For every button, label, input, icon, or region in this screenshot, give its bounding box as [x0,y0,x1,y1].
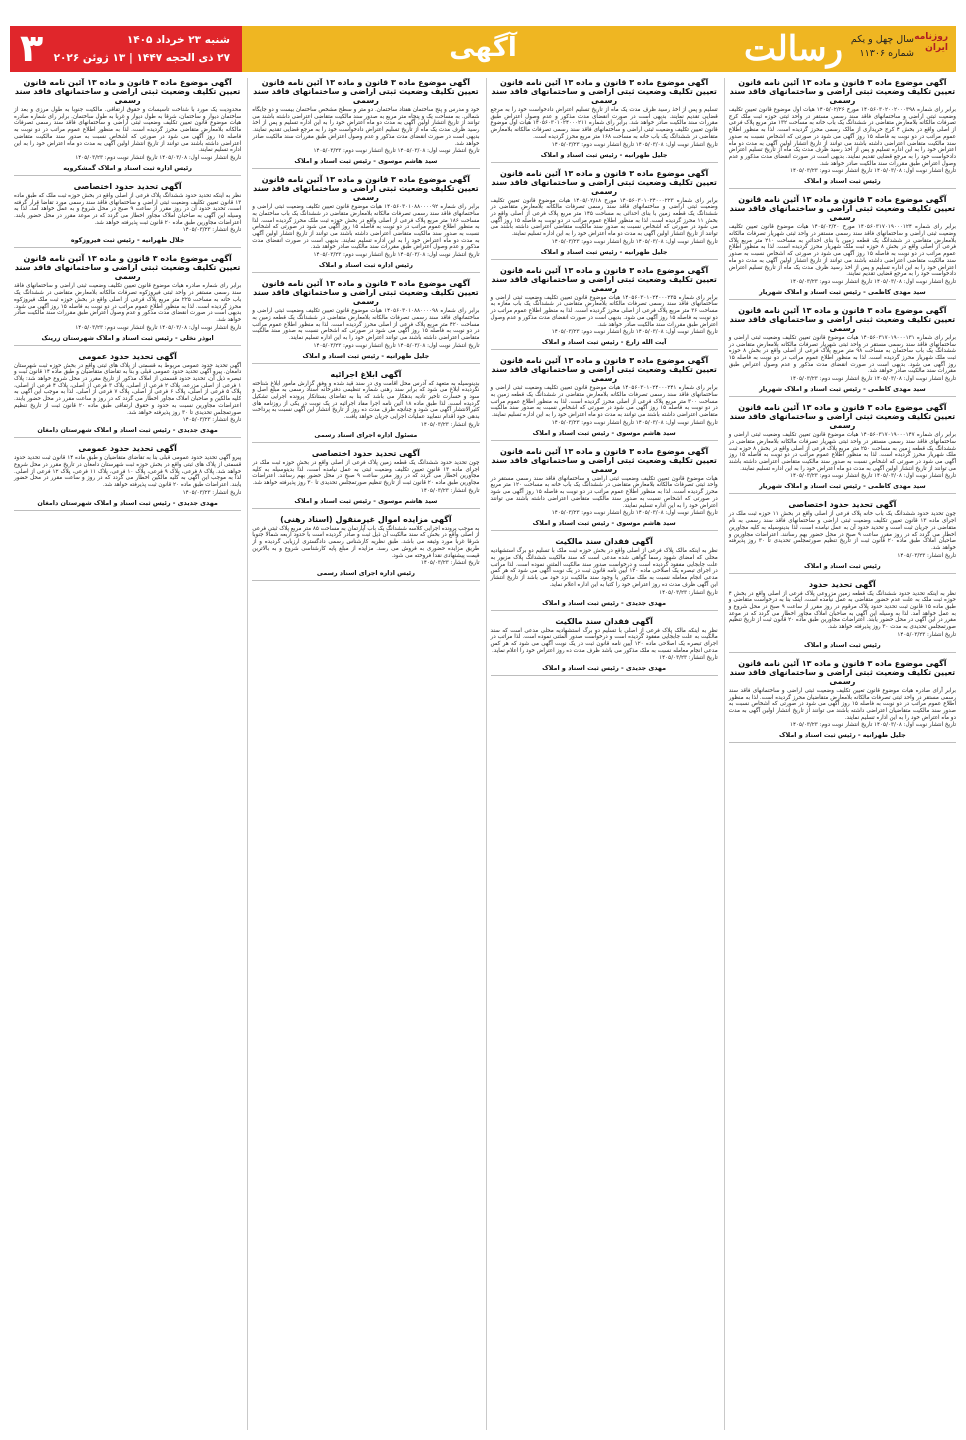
logo-line-1: روزنامه [914,32,948,42]
notice-date: تاریخ انتشار نوبت اول: ۱۴۰۵/۰۳/۰۸ تاریخ انتشار نوبت دوم: ۱۴۰۵/۰۳/۲۳ [789,168,956,175]
notice-sign: جلیل طهرانیه - رئیس ثبت اسناد و املاک [491,248,718,260]
notice-sign: رئیس اداره اجرای اسناد رسمی [252,569,479,581]
notice-date: تاریخ انتشار نوبت اول: ۱۴۰۵/۰۳/۰۸ تاریخ انتشار نوبت دوم: ۱۴۰۵/۰۳/۲۳ [551,510,718,517]
notice-date: تاریخ انتشار نوبت اول: ۱۴۰۵/۰۳/۰۸ تاریخ انتشار نوبت دوم: ۱۴۰۵/۰۳/۲۳ [789,376,956,383]
notice-body: نظر به اینکه تحدید حدود ششدانگ پلاک فرعی از اصلی واقع در بخش حوزه ثبت ملک که طبق ماده ۱۳ قانون تعیین تکلیف وضعیت ثبتی اراضی و ساختمانهای فاقد سند رسمی مورد تقاضا قرار گرفته است، تحدید حدود آن در روز مقرر از ساعت ۹ صبح در محل شروع و به عمل خواهد آمد. لذا به وسیله این آگهی به صاحبان املاک مجاور اخطار می گردد که در موعد مقرر در محل حضور یابند. اعتراضات مجاورین طبق ماده ۲۰ قانون ثبت پذیرفته خواهد شد. [14,192,242,226]
notice-date: تاریخ انتشار نوبت اول: ۱۴۰۵/۰۳/۰۸ تاریخ انتشار نوبت دوم: ۱۴۰۵/۰۳/۲۳ [789,722,956,729]
notice-title: آگهی موضوع ماده ۳ قانون و ماده ۱۳ آئین نامه قانون تعیین تکلیف وضعیت ثبتی اراضی و ساختمانهای فاقد سند رسمی [14,254,241,282]
notice-title: آگهی مزایده اموال غیرمنقول (اسناد رهنی) [280,514,452,524]
date-solar: شنبه ۲۳ خرداد ۱۴۰۵ [126,34,230,46]
notice-sign: سید مهدی کاظمی - رئیس ثبت اسناد و املاک شهریار [729,288,956,300]
notice [729,403,956,494]
notice-date: تاریخ انتشار: ۱۴۰۵/۰۳/۲۳ [659,655,718,662]
date-lunar-gregorian: ۲۷ ذی الحجه ۱۴۴۷ | ۱۳ ژوئن ۲۰۲۶ [53,52,230,64]
notice [729,306,956,397]
notice-title: آگهی موضوع ماده ۳ قانون و ماده ۱۳ آئین نامه قانون تعیین تکلیف وضعیت ثبتی اراضی و ساختمانهای فاقد سند رسمی [491,446,717,474]
notice-date: تاریخ انتشار: ۱۴۰۵/۰۳/۲۳ [182,489,242,496]
notice-date: تاریخ انتشار: ۱۴۰۵/۰۳/۲۳ [420,421,480,428]
notice-sign: جلیل طهرانیه - رئیس ثبت اسناد و املاک [491,151,718,163]
notice-sign: سید مهدی کاظمی - رئیس ثبت اسناد و املاک شهریار [729,385,956,397]
notice-body: برابر رای شماره ۱۴۰۵۶۰۳۰۱۰۸۸۰۰۰۰۹۲ هیات موضوع قانون تعیین تکلیف وضعیت ثبتی اراضی و ساختمانهای فاقد سند رسمی تصرفات مالکانه بلامعارض متقاضی در ششدانگ یک باب ساختمان به مساحت ۱۸۶ متر مربع پلاک فرعی از اصلی واقع در بخش حوزه ثبت ملک محرز گردیده است. لذا به منظور اطلاع عموم مراتب در دو نوبت به فاصله ۱۵ روز آگهی می شود در صورتی که اشخاص نسبت به صدور سند مالکیت متقاضی اعتراضی داشته باشند می توانند از تاریخ انتشار اولین آگهی به مدت دو ماه اعتراض خود را به این اداره تسلیم نمایند. بدیهی است در صورت انقضای مدت مذکور و عدم وصول اعتراض طبق مقررات سند مالکیت صادر خواهد شد. [252,204,480,251]
notice-body: خود و مدرس و پنج ساختمان هفتاد ساختمان. دو متر و سطح مشخص ساختمان بیست و دو جایگاه شمالی. به مساحت یک و پنجاه متر مربع به صدور سند مالکیت متقاضی اعتراضی داشته باشند می توانند از تاریخ انتشار اولین آگهی به مدت دو ماه اعتراض خود را به این اداره تسلیم و پس از اخذ رسید ظرف مدت یک ماه از تاریخ تسلیم اعتراض دادخواست خود را به مرجع قضایی تقدیم نمایند. بدیهی است در صورت انقضای مدت مذکور و عدم وصول اعتراض طبق مقررات سند مالکیت صادر خواهد شد. [252,107,480,147]
section-banner [242,26,724,72]
notice-body: برابر رای شماره ۱۴۰۵۶۰۳۱۷۰۱۹۰۰۰۱۳۱ هیات موضوع قانون تعیین تکلیف وضعیت ثبتی اراضی و ساختمانهای فاقد سند رسمی مستقر در واحد ثبتی شهریار تصرفات مالکانه بلامعارض متقاضی در ششدانگ یک باب ساختمان به مساحت ۹۸ متر مربع پلاک فرعی از اصلی واقع در بخش ۸ حوزه ثبت ملک شهریار محرز گردیده است. لذا به منظور اطلاع عموم مراتب در دو نوبت به فاصله ۱۵ روز آگهی می شود. بدیهی است در صورت انقضای مدت مذکور و عدم وصول اعتراض طبق مقررات سند مالکیت صادر خواهد شد. [728,334,956,375]
notice-sign: جلیل طهرانیه - رئیس ثبت اسناد و املاک [729,731,956,743]
notice [252,515,479,582]
notice-sign: مهدی جدیدی - رئیس ثبت اسناد و املاک [491,599,718,611]
notice [14,254,241,345]
notice-date: تاریخ انتشار: ۱۴۰۵/۰۳/۲۳ [420,487,480,494]
notice [14,182,241,249]
notice-date: تاریخ انتشار نوبت اول: ۱۴۰۵/۰۳/۰۸ تاریخ انتشار نوبت دوم: ۱۴۰۵/۰۳/۲۳ [551,419,718,426]
notice-title: آگهی تحدید حدود عمومی [78,351,177,361]
notice-title: آگهی موضوع ماده ۳ قانون و ماده ۱۳ آئین نامه قانون تعیین تکلیف وضعیت ثبتی اراضی و ساختمانهای فاقد سند رسمی [14,78,241,105]
notice-body: برابر رای شماره ۱۴۰۵۶۰۳۰۲۰۰۲۰۰۰۳۹۸ مورخ ۱۴۰۵/۰۲/۲۶ هیات اول موضوع قانون تعیین تکلیف وضعیت ثبتی اراضی و ساختمانهای فاقد سند رسمی مستقر در واحد ثبتی حوزه ثبت ملک کرج تصرفات مالکانه بلامعارض متقاضی در ششدانگ یک باب خانه به مساحت ۱۳۲ متر مربع پلاک فرعی از اصلی واقع در بخش ۴ کرج خریداری از مالک رسمی محرز گردیده است. لذا به منظور اطلاع عموم مراتب در دو نوبت به فاصله ۱۵ روز آگهی می شود در صورتی که اشخاص نسبت به صدور سند مالکیت متقاضی اعتراضی داشته باشند می توانند از تاریخ انتشار اولین آگهی به مدت دو ماه اعتراض خود را به این اداره تسلیم و پس از اخذ رسید ظرف مدت یک ماه از تاریخ تسلیم اعتراض دادخواست خود را به مرجع قضایی تقدیم نمایند. بدیهی است در صورت انقضای مدت مذکور و عدم وصول اعتراض طبق مقررات سند مالکیت صادر خواهد شد. [728,107,956,167]
column-3 [247,78,479,1430]
notice-title: آگهی موضوع ماده ۳ قانون و ماده ۱۳ آئین نامه قانون تعیین تکلیف وضعیت ثبتی اراضی و ساختمانهای فاقد سند رسمی [729,78,956,105]
notice [491,356,718,441]
notice [491,266,718,351]
notice [14,444,241,511]
column-4 [10,78,241,1430]
notice-sign: مهدی جدیدی - رئیس ثبت اسناد و املاک شهرستان دامغان [14,426,241,438]
notice-body: برابر رای شماره ۱۴۰۵۶۰۳۰۱۰۲۴۰۰۰۲۴۱ هیات موضوع قانون تعیین تکلیف وضعیت ثبتی اراضی و ساختمانهای فاقد سند رسمی تصرفات مالکانه بلامعارض متقاضی در ششدانگ یک قطعه زمین به مساحت ۳۰۰ متر مربع پلاک فرعی از اصلی محرز گردیده است. لذا به منظور اطلاع عموم مراتب در دو نوبت به فاصله ۱۵ روز آگهی می شود در صورتی که اشخاص نسبت به صدور سند مالکیت متقاضی اعتراضی داشته باشند می توانند به مدت دو ماه اعتراض خود را به این اداره تسلیم نمایند. [490,385,718,419]
section-title: آگهی [449,33,517,63]
column-1 [724,78,956,1430]
notice [729,580,956,653]
notice [491,78,718,163]
notice-sign: رئیس ثبت اسناد و املاک [729,177,956,189]
notice-body: بدینوسیله به متعهد که آدرس محل اقامت وی در سند قید شده و وفق گزارش مامور ابلاغ شناخته نگردیده ابلاغ می شود که برابر سند رهنی شماره تنظیمی دفترخانه اسناد رسمی به مبلغ اصل و سود و خسارت تاخیر تادیه بدهکار می باشد که بنا به تقاضای بستانکار پرونده اجرایی تشکیل گردیده است. لذا طبق ماده ۱۸ آئین نامه اجرا مفاد اجرائیه در یک نوبت در یکی از روزنامه های کثیرالانتشار آگهی می شود و چنانچه ظرف مدت ده روز از تاریخ انتشار این آگهی نسبت به پرداخت بدهی خود اقدام ننمایید عملیات اجرایی جریان خواهد یافت. [252,380,480,421]
notice-title: آگهی موضوع ماده ۳ قانون و ماده ۱۳ آئین نامه قانون تعیین تکلیف وضعیت ثبتی اراضی و ساختمانهای فاقد سند رسمی [253,78,479,105]
notice-title: آگهی ابلاغ اجرائیه [330,369,402,379]
notice-sign: سید هاشم موسوی - رئیس ثبت اسناد و املاک [491,519,718,531]
page-header [10,26,956,72]
notice-sign: سید هاشم موسوی - رئیس ثبت اسناد و املاک [252,497,479,509]
logo-line-2: ایران [925,43,948,53]
notice-sign: مسئول اداره اجرای اسناد رسمی [252,431,479,443]
notice-date: تاریخ انتشار نوبت اول: ۱۴۰۵/۰۳/۰۸ تاریخ انتشار نوبت دوم: ۱۴۰۵/۰۳/۲۳ [551,141,718,148]
notice-body: پیرو آگهی تحدید حدود عمومی قبلی بنا به تقاضای متقاضیان و طبق ماده ۱۴ قانون ثبت تحدید حدود قسمتی از پلاک های ثبتی واقع در بخش حوزه ثبت شهرستان دامغان در تاریخ مقرر در محل شروع خواهد شد. پلاک ۸ فرعی، پلاک ۹ فرعی، پلاک ۱۰ فرعی، پلاک ۱۱ فرعی، پلاک ۱۲ فرعی از اصلی. لذا به موجب این آگهی به کلیه مالکین اخطار می گردد که در روز و ساعت مقرر در محل حضور یابند. اعتراضات طبق ماده ۲۰ قانون ثبت پذیرفته خواهد شد. [14,455,242,489]
notice-date: تاریخ انتشار نوبت اول: ۱۴۰۵/۰۳/۰۸ تاریخ انتشار نوبت دوم: ۱۴۰۵/۰۳/۲۳ [789,473,956,480]
masthead-block [724,26,956,72]
notice-date: تاریخ انتشار نوبت اول: ۱۴۰۵/۰۳/۰۸ تاریخ انتشار نوبت دوم: ۱۴۰۵/۰۳/۲۳ [313,148,480,155]
notice [491,447,718,532]
notice-body: برابر رای شماره ۱۴۰۵۶۰۳۱۷۰۱۹۰۰۰۱۲۴ مورخ ۱۴۰۵/۰۲/۲۰ هیات موضوع قانون تعیین تکلیف وضعیت ثبتی اراضی و ساختمانهای فاقد سند رسمی مستقر در واحد ثبتی شهریار تصرفات مالکانه بلامعارض متقاضی در ششدانگ یک قطعه زمین با بنای احداثی به مساحت ۲۱۰ متر مربع پلاک فرعی از اصلی واقع در بخش ۸ حوزه ثبت ملک شهریار محرز گردیده است. لذا به منظور اطلاع عموم مراتب در دو نوبت به فاصله ۱۵ روز آگهی می شود در صورتی که اشخاص نسبت به صدور سند مالکیت متقاضی اعتراضی داشته باشند می توانند از تاریخ انتشار اولین آگهی به مدت دو ماه اعتراض خود را به این اداره تسلیم و پس از اخذ رسید ظرف مدت یک ماه از تاریخ تسلیم اعتراض دادخواست خود را به مرجع قضایی تقدیم نمایند. [728,224,956,278]
notice-date: تاریخ انتشار نوبت اول: ۱۴۰۵/۰۳/۰۸ تاریخ انتشار نوبت دوم: ۱۴۰۵/۰۳/۲۳ [313,252,480,259]
notice-date: تاریخ انتشار: ۱۴۰۵/۰۳/۲۳ [897,631,956,638]
notice [491,169,718,260]
notice-title: آگهی موضوع ماده ۳ قانون و ماده ۱۳ آئین نامه قانون تعیین تکلیف وضعیت ثبتی اراضی و ساختمانهای فاقد سند رسمی [491,265,717,293]
notice [14,78,241,176]
page-number: ۳ [20,26,44,70]
notice-sign: جلال طهرانیه - رئیس ثبت فیروزکوه [14,236,241,248]
edition-year: سال چهل و یکم [850,34,914,45]
notice [14,352,241,439]
notice [252,78,479,169]
notice-body: محدودیت یک مورد با شناخت تاسیسات و حقوق ارتفاقی. مالکیت جنوبا به طول مرزی و بعد از ساختمان دیوار و ساختمان، شرقا به طول دیوار و غربا به طول ساختمان. برابر رای شماره صادره هیات موضوع قانون تعیین تکلیف وضعیت ثبتی اراضی و ساختمانهای فاقد سند رسمی تصرفات مالکانه بلامعارض متقاضی محرز گردیده است. لذا به منظور اطلاع عموم مراتب در دو نوبت به فاصله ۱۵ روز آگهی می شود در صورتی که اشخاص نسبت به صدور سند مالکیت متقاضی اعتراضی داشته باشند می توانند از تاریخ انتشار اولین آگهی به مدت دو ماه اعتراض خود را به این اداره تسلیم نمایند. [14,107,242,154]
notice-title: آگهی موضوع ماده ۳ قانون و ماده ۱۳ آئین نامه قانون تعیین تکلیف وضعیت ثبتی اراضی و ساختمانهای فاقد سند رسمی [729,305,956,333]
masthead-logo: رسالت [744,29,844,69]
notice-sign: آیت الله زارع - رئیس ثبت اسناد و املاک [491,338,718,350]
notice-date: تاریخ انتشار: ۱۴۰۵/۰۳/۲۳ [659,589,718,596]
notice [491,537,718,610]
notice-title: آگهی تحدید حدود اختصاصی [311,448,420,458]
notice [252,449,479,509]
notice-date: تاریخ انتشار نوبت اول: ۱۴۰۵/۰۳/۰۸ تاریخ انتشار نوبت دوم: ۱۴۰۵/۰۳/۲۳ [551,238,718,245]
notice-title: آگهی موضوع ماده ۳ قانون و ماده ۱۳ آئین نامه قانون تعیین تکلیف وضعیت ثبتی اراضی و ساختمانهای فاقد سند رسمی [491,78,717,105]
notice-title: آگهی تحدید حدود عمومی [78,444,177,454]
notice-body: نظر به اینکه مالک پلاک فرعی از اصلی واقع در بخش حوزه ثبت ملک با تسلیم دو برگ استشهادیه محلی که امضای شهود رسما گواهی شده مدعی است که سند مالکیت ششدانگ پلاک مزبور به علت جابجایی مفقود گردیده است و درخواست صدور سند مالکیت المثنی نموده است. لذا مراتب در اجرای تبصره یک اصلاحی ماده ۱۲۰ آیین نامه قانون ثبت در یک نوبت آگهی می شود که هر کس مدعی انجام معامله نسبت به ملک مذکور یا وجود سند مالکیت نزد خود می باشد از تاریخ انتشار این آگهی ظرف مدت ده روز اعتراض خود را کتبا به این اداره اعلام نماید. [490,548,718,588]
notice-body: چون تحدید حدود ششدانگ یک باب خانه پلاک فرعی از اصلی واقع در بخش ۱۱ حوزه ثبت ملک در اجرای ماده ۱۳ قانون تعیین تکلیف وضعیت ثبتی اراضی و ساختمانهای فاقد سند رسمی به نام متقاضی در جریان ثبت است و تحدید حدود آن به عمل نیامده است، لذا بدینوسیله به کلیه مجاورین اخطار می گردد که در روز مقرر ساعت ۹ صبح در محل حضور بهم رسانند. اعتراضات مجاورین و صاحبان املاک طبق ماده ۲۰ قانون ثبت از تاریخ تنظیم صورتمجلس تحدیدی تا ۳۰ روز پذیرفته خواهد شد. [728,511,956,551]
notice-date: تاریخ انتشار: ۱۴۰۵/۰۳/۲۳ [897,552,956,559]
notice-date: تاریخ انتشار نوبت اول: ۱۴۰۵/۰۳/۰۸ تاریخ انتشار نوبت دوم: ۱۴۰۵/۰۳/۲۳ [789,278,956,285]
notice [729,195,956,300]
notice-title: آگهی فقدان سند مالکیت [555,616,653,626]
notice-title: آگهی موضوع ماده ۳ قانون و ماده ۱۳ آئین نامه قانون تعیین تکلیف وضعیت ثبتی اراضی و ساختمانهای فاقد سند رسمی [253,279,479,307]
notice-title: آگهی موضوع ماده ۳ قانون و ماده ۱۳ آئین نامه قانون تعیین تکلیف وضعیت ثبتی اراضی و ساختمانهای فاقد سند رسمی [729,403,956,431]
notice-sign: مهدی جدیدی - رئیس ثبت اسناد و املاک شهرستان دامغان [14,499,241,511]
notice-body: برابر رای شماره ۱۴۰۵۶۰۳۰۱۰۲۴۰۰۰۲۲۳ مورخ ۱۴۰۵/۰۲/۱۸ هیات موضوع قانون تعیین تکلیف وضعیت ثبتی اراضی و ساختمانهای فاقد سند رسمی تصرفات مالکانه بلامعارض متقاضی در ششدانگ یک قطعه زمین با بنای احداثی به مساحت ۱۴۵ متر مربع پلاک فرعی از اصلی واقع در بخش ۱۱ محرز گردیده است. لذا به منظور اطلاع عموم مراتب در دو نوبت به فاصله ۱۵ روز آگهی می شود در صورتی که اشخاص نسبت به صدور سند مالکیت متقاضی اعتراضی داشته باشند می توانند از تاریخ انتشار اولین آگهی به مدت دو ماه اعتراض خود را به این اداره تسلیم نمایند. [490,197,718,238]
notice-body: چون تحدید حدود ششدانگ یک قطعه زمین پلاک فرعی از اصلی واقع در بخش حوزه ثبت ملک در اجرای ماده ۱۳ قانون تعیین تکلیف وضعیت ثبتی به عمل نیامده است، لذا بدینوسیله به کلیه مجاورین اخطار می گردد که در روز مقرر ساعت ۹ صبح در محل حضور بهم رسانند. اعتراضات مجاورین طبق ماده ۲۰ قانون ثبت از تاریخ تنظیم صورتمجلس تحدیدی تا ۳۰ روز پذیرفته خواهد شد. [252,459,480,486]
notice-sign: رئیس ثبت اسناد و املاک [729,641,956,653]
notice-date: تاریخ انتشار نوبت اول: ۱۴۰۵/۰۳/۰۸ تاریخ انتشار نوبت دوم: ۱۴۰۵/۰۳/۲۳ [75,154,242,161]
notice-date: تاریخ انتشار نوبت اول: ۱۴۰۵/۰۳/۰۸ تاریخ انتشار نوبت دوم: ۱۴۰۵/۰۳/۲۳ [313,342,480,349]
notice-sign: جلیل طهرانیه - رئیس ثبت اسناد و املاک [252,352,479,364]
notice-sign: رئیس اداره ثبت اسناد و املاک [252,261,479,273]
notice-date: تاریخ انتشار: ۱۴۰۵/۰۳/۲۳ [420,560,480,567]
notice-title: آگهی موضوع ماده ۳ قانون و ماده ۱۳ آئین نامه قانون تعیین تکلیف وضعیت ثبتی اراضی و ساختمانهای فاقد سند رسمی [729,658,956,686]
notice [729,659,956,744]
notice [729,78,956,189]
notice [252,370,479,443]
notice-body: نظر به اینکه تحدید حدود ششدانگ یک قطعه زمین مزروعی پلاک فرعی از اصلی واقع در بخش ۴ حوزه ثبت ملک به علت عدم حضور متقاضی به عمل نیامده است، اینک بنا به درخواست متقاضی و طبق ماده ۱۵ قانون ثبت تحدید حدود پلاک مرقوم در روز مقرر از ساعت ۹ صبح در محل شروع و به عمل خواهد آمد. لذا به وسیله این آگهی به صاحبان املاک مجاور اخطار می گردد که در موعد مقرر در این آگهی در محل حضور یابند. اعتراضات مجاورین طبق ماده ۲۰ قانون ثبت از تاریخ تنظیم صورتمجلس تحدیدی به مدت ۳۰ روز پذیرفته خواهد شد. [728,590,956,631]
page-number-block [10,26,242,72]
notice-title: آگهی موضوع ماده ۳ قانون و ماده ۱۳ آئین نامه قانون تعیین تکلیف وضعیت ثبتی اراضی و ساختمانهای فاقد سند رسمی [253,175,479,203]
notice-body: برابر رای شماره ۱۴۰۵۶۰۳۰۱۰۲۴۰۰۰۲۳۵ هیات موضوع قانون تعیین تکلیف وضعیت ثبتی اراضی و ساختمانهای فاقد سند رسمی تصرفات مالکانه بلامعارض متقاضی در ششدانگ یک باب مغازه به مساحت ۳۶ متر مربع پلاک فرعی از اصلی محرز گردیده است. لذا به منظور اطلاع عموم مراتب در دو نوبت به فاصله ۱۵ روز آگهی می شود. بدیهی است در صورت انقضای مدت مذکور و عدم وصول اعتراض طبق مقررات سند مالکیت صادر خواهد شد. [490,294,718,328]
notice-sign: سید هاشم موسوی - رئیس ثبت اسناد و املاک [491,429,718,441]
notice [252,175,479,273]
notice-title: آگهی تحدید حدود [808,579,876,589]
notice-date: تاریخ انتشار نوبت اول: ۱۴۰۵/۰۳/۰۸ تاریخ انتشار نوبت دوم: ۱۴۰۵/۰۳/۲۳ [551,329,718,336]
notice-date: تاریخ انتشار: ۱۴۰۵/۰۳/۲۳ [182,417,242,424]
notice-body: نظر به اینکه مالک پلاک فرعی از اصلی با تسلیم دو برگ استشهادیه محلی مدعی است که سند مالکیت به علت جابجایی مفقود گردیده است و درخواست صدور المثنی نموده است. لذا مراتب در اجرای تبصره یک اصلاحی ماده ۱۲۰ آیین نامه قانون ثبت در یک نوبت آگهی می شود که هر کس مدعی انجام معامله نسبت به ملک مذکور می باشد ظرف مدت ده روز اعتراض خود را اعلام نماید. [490,627,718,654]
notice-sign: ابوذر نخلی - رئیس ثبت اسناد و املاک شهرستان زرینک [14,334,241,346]
notice-body: تسلیم و پس از اخذ رسید ظرف مدت یک ماه از تاریخ تسلیم اعتراض دادخواست خود را به مرجع قضایی تقدیم نمایند. بدیهی است در صورت انقضای مدت مذکور و عدم وصول اعتراض طبق مقررات سند مالکیت صادر خواهد شد. برابر رای شماره ۱۴۰۵۶۰۳۰۱۰۲۴۰۰۰۲۱۱ هیات اول موضوع قانون تعیین تکلیف وضعیت ثبتی اراضی و ساختمانهای فاقد سند رسمی تصرفات مالکانه بلامعارض متقاضی در ششدانگ یک باب خانه به مساحت ۱۶۸ متر مربع محرز گردیده است. [490,107,718,140]
notice-body: برابر رای شماره صادره هیات موضوع قانون تعیین تکلیف وضعیت ثبتی اراضی و ساختمانهای فاقد سند رسمی مستقر در واحد ثبتی فیروزکوه تصرفات مالکانه بلامعارض متقاضی در ششدانگ یک باب خانه به مساحت ۲۲۵ متر مربع پلاک فرعی از اصلی واقع در بخش حوزه ثبت ملک فیروزکوه محرز گردیده است. لذا به منظور اطلاع عموم مراتب در دو نوبت به فاصله ۱۵ روز آگهی می شود. بدیهی است در صورت انقضای مدت مذکور و عدم وصول اعتراض طبق مقررات سند مالکیت صادر خواهد شد. [14,283,242,323]
notice-sign: رئیس اداره ثبت اسناد و املاک گمشکرویه [14,164,241,176]
notice-title: آگهی موضوع ماده ۳ قانون و ماده ۱۳ آئین نامه قانون تعیین تکلیف وضعیت ثبتی اراضی و ساختمانهای فاقد سند رسمی [491,356,717,384]
notice-body: آگهی تحدید حدود عمومی مربوط به قسمتی از پلاک های ثبتی واقع در بخش حوزه ثبت شهرستان دامغان. پیرو آگهی تحدید حدود عمومی قبلی و بنا به تقاضای متقاضیان و طبق ماده ۱۴ قانون ثبت و تبصره ذیل آن، تحدید حدود قسمتی از املاک مذکور از تاریخ مقرر در محل شروع خواهد شد: پلاک ۱ فرعی از اصلی مزرعه، پلاک ۲ فرعی از اصلی، پلاک ۳ فرعی از اصلی، پلاک ۴ فرعی از اصلی، پلاک ۵ فرعی از اصلی، پلاک ۶ فرعی از اصلی، پلاک ۷ فرعی از اصلی. لذا به موجب این آگهی به کلیه مالکین و صاحبان املاک مجاور اخطار می گردد که در روز و ساعت مقرر در محل حضور یابند. اعتراضات مجاورین نسبت به حدود و حقوق ارتفاقی طبق ماده ۲۰ قانون ثبت از تاریخ تنظیم صورتمجلس تحدیدی تا ۳۰ روز پذیرفته خواهد شد. [14,362,242,416]
notice-title: آگهی تحدید حدود اختصاصی [73,181,182,191]
notice [729,500,956,573]
notice-body: برابر رای شماره ۱۴۰۵۶۰۳۱۷۰۱۹۰۰۰۱۴۷ هیات موضوع قانون تعیین تکلیف وضعیت ثبتی اراضی و ساختمانهای فاقد سند رسمی مستقر در واحد ثبتی شهریار تصرفات مالکانه بلامعارض متقاضی در ششدانگ یک قطعه زمین به مساحت ۲۵۰ متر مربع پلاک فرعی از اصلی واقع در بخش ۸ حوزه ثبت ملک شهریار محرز گردیده است. لذا به منظور اطلاع عموم مراتب در دو نوبت به فاصله ۱۵ روز آگهی می شود در صورتی که اشخاص نسبت به صدور سند مالکیت متقاضی اعتراضی داشته باشند می توانند از تاریخ انتشار اولین آگهی به مدت دو ماه اعتراض خود را به این اداره تسلیم نمایند. [728,432,956,472]
notice [252,279,479,364]
edition-info [850,32,948,66]
notice-body: برابر آرای صادره هیات موضوع قانون تعیین تکلیف وضعیت ثبتی اراضی و ساختمانهای فاقد سند رسمی مستقر در واحد ثبتی تصرفات مالکانه بلامعارض متقاضیان محرز گردیده است. لذا به منظور اطلاع عموم مراتب در دو نوبت به فاصله ۱۵ روز آگهی می شود در صورتی که اشخاص نسبت به صدور سند مالکیت متقاضیان اعتراضی داشته باشند می توانند از تاریخ انتشار اولین آگهی به مدت دو ماه اعتراض خود را به این اداره تسلیم نمایند. [728,687,956,721]
notice-sign: سید مهدی کاظمی - رئیس ثبت اسناد و املاک شهریار [729,482,956,494]
notice-title: آگهی تحدید حدود اختصاصی [788,500,897,510]
notices-columns [10,78,956,1430]
notice-body: برابر رای شماره ۱۴۰۵۶۰۳۰۱۰۸۸۰۰۰۰۹۸ هیات موضوع قانون تعیین تکلیف وضعیت ثبتی اراضی و ساختمانهای فاقد سند رسمی تصرفات مالکانه بلامعارض متقاضی در ششدانگ یک قطعه زمین به مساحت ۴۲۰ متر مربع پلاک فرعی از اصلی محرز گردیده است. لذا به منظور اطلاع عموم مراتب در دو نوبت به فاصله ۱۵ روز آگهی می شود در صورتی که اشخاص نسبت به صدور سند مالکیت متقاضی اعتراضی داشته باشند می توانند اعتراض خود را به این اداره تسلیم نمایند. [252,308,480,341]
notice-title: آگهی موضوع ماده ۳ قانون و ماده ۱۳ آئین نامه قانون تعیین تکلیف وضعیت ثبتی اراضی و ساختمانهای فاقد سند رسمی [729,195,956,223]
notice-body: هیات موضوع قانون تعیین تکلیف وضعیت ثبتی اراضی و ساختمانهای فاقد سند رسمی مستقر در واحد ثبتی تصرفات مالکانه بلامعارض متقاضی در ششدانگ یک باب خانه به مساحت ۱۲۰ متر مربع محرز گردیده است. لذا به منظور اطلاع عموم مراتب در دو نوبت به فاصله ۱۵ روز آگهی می شود در صورتی که اشخاص نسبت به صدور سند مالکیت متقاضی اعتراضی داشته باشند می توانند اعتراض خود را به این اداره تسلیم نمایند. [490,475,718,509]
notice-date: تاریخ انتشار نوبت اول: ۱۴۰۵/۰۳/۰۸ تاریخ انتشار نوبت دوم: ۱۴۰۵/۰۳/۲۳ [75,324,242,331]
notice-sign: مهدی جدیدی - رئیس ثبت اسناد و املاک [491,664,718,676]
edition-number: شماره ۱۱۳۰۶ [859,48,914,59]
notice-body: به موجب پرونده اجرایی کلاسه ششدانگ یک باب آپارتمان به مساحت ۸۵ متر مربع پلاک ثبتی فرعی از اصلی واقع در بخش که سند مالکیت آن ذیل ثبت و صادر گردیده است با حدود اربعه شمالا جنوبا شرقا غربا مورد وثیقه می باشد. طبق نظریه کارشناس رسمی دادگستری ارزیابی گردیده و از طریق مزایده حضوری به فروش می رسد. مزایده از مبلغ پایه کارشناسی شروع و به بالاترین قیمت پیشنهادی نقدا فروخته می شود. [252,525,480,559]
notice-date: تاریخ انتشار: ۱۴۰۵/۰۳/۲۳ [182,227,242,234]
notice-title: آگهی موضوع ماده ۳ قانون و ماده ۱۳ آئین نامه قانون تعیین تکلیف وضعیت ثبتی اراضی و ساختمانهای فاقد سند رسمی [491,168,717,196]
column-2 [486,78,718,1430]
notice [491,617,718,677]
notice-sign: رئیس ثبت اسناد و املاک [729,562,956,574]
notice-sign: سید هاشم موسوی - رئیس ثبت اسناد و املاک [252,157,479,169]
notice-title: آگهی فقدان سند مالکیت [555,537,653,547]
